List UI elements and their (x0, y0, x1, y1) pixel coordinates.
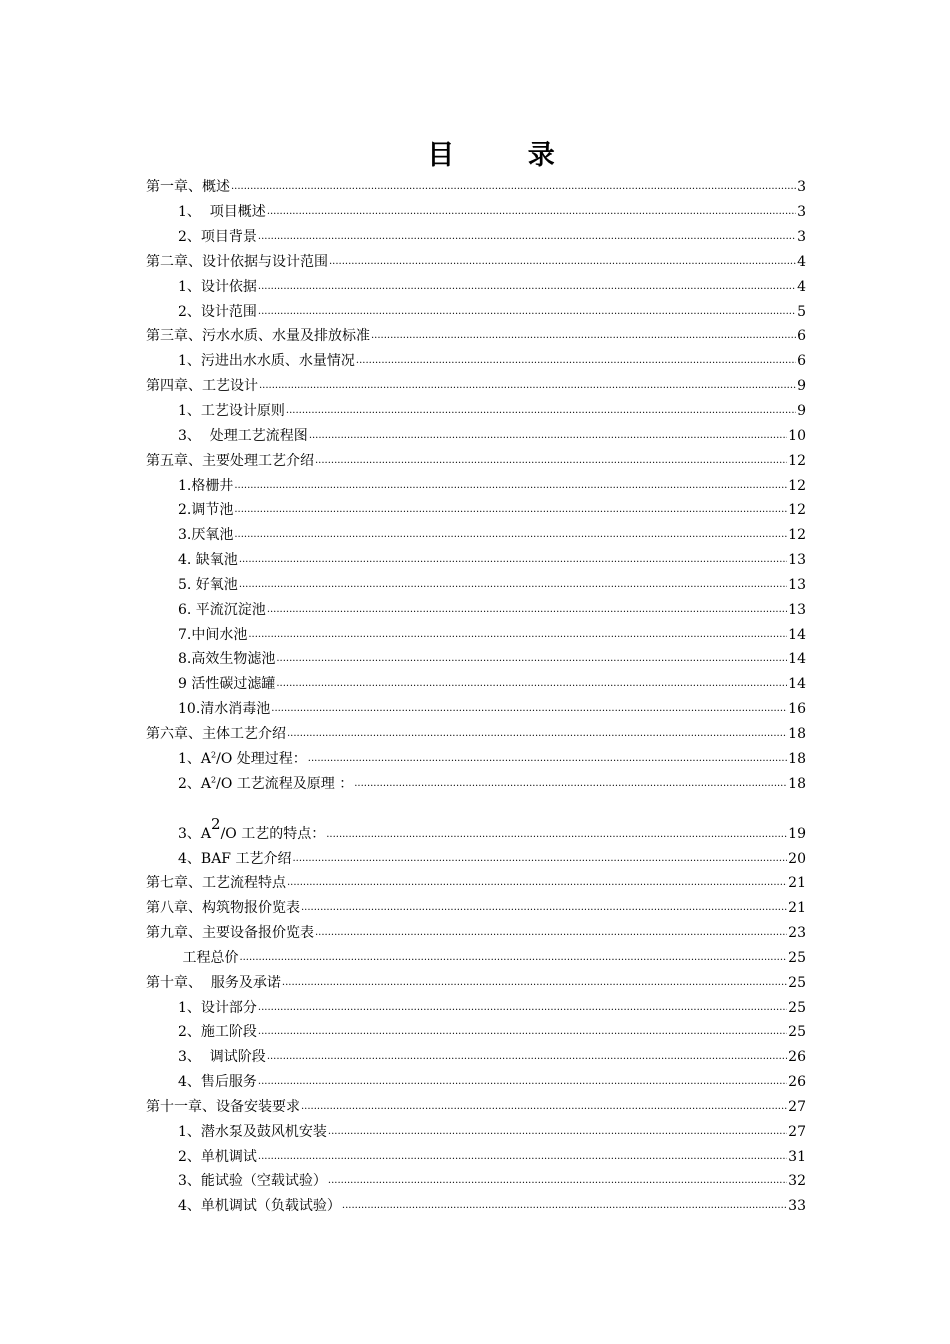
toc-section-entry[interactable] (146, 548, 806, 573)
dot-leader (276, 654, 787, 664)
dot-leader (258, 1027, 787, 1037)
toc-entry-label: 3.厌氧池 (178, 527, 234, 544)
toc-section-entry[interactable] (146, 573, 806, 598)
dot-leader (354, 779, 787, 789)
toc-section-entry[interactable] (146, 945, 806, 970)
dot-leader (342, 1201, 787, 1211)
dot-leader (287, 729, 787, 739)
toc-section-entry[interactable] (146, 1144, 806, 1169)
superscript: 2 (211, 815, 221, 834)
toc-chapter-entry[interactable] (146, 1095, 806, 1120)
dot-leader (258, 1003, 787, 1013)
toc-section-entry[interactable] (146, 200, 806, 225)
toc-entry-label-suffix: /O 工艺流程及原理 ： (216, 775, 354, 792)
toc-entry-label: 第六章、主体工艺介绍 (146, 725, 286, 742)
toc-section-entry[interactable] (146, 498, 806, 523)
toc-entry-label: 2、单机调试 (178, 1148, 257, 1165)
toc-entry-label: 第七章、工艺流程特点 (146, 875, 286, 892)
toc-page-number: 12 (788, 527, 806, 544)
toc-chapter-entry[interactable] (146, 175, 806, 200)
toc-section-entry[interactable] (146, 1020, 806, 1045)
toc-entry-label: 6. 平流沉淀池 (178, 601, 266, 618)
dot-leader (276, 679, 787, 689)
toc-chapter-entry[interactable] (146, 448, 806, 473)
toc-entry-label: 第三章、污水水质、水量及排放标准 (146, 328, 370, 345)
toc-entry-label: 2.调节池 (178, 502, 234, 519)
dot-leader (267, 1052, 787, 1062)
toc-page-number: 13 (788, 576, 806, 593)
superscript: 2 (211, 775, 217, 785)
toc-section-entry[interactable] (146, 647, 806, 672)
toc-entry-label (178, 777, 353, 791)
toc-page-number: 3 (797, 229, 806, 246)
toc-page-number: 23 (788, 925, 806, 942)
toc-page-number: 3 (797, 179, 806, 196)
toc-page-number: 27 (788, 1123, 806, 1140)
toc-page-number: 25 (788, 949, 806, 966)
dot-leader (267, 605, 787, 615)
toc-entry-label: 第九章、主要设备报价览表 (146, 925, 314, 942)
toc-section-entry[interactable] (146, 523, 806, 548)
dot-leader (286, 406, 796, 416)
toc-page-number: 4 (797, 253, 806, 270)
toc-section-entry[interactable] (146, 1045, 806, 1070)
toc-page-number: 33 (788, 1198, 806, 1215)
toc-section-entry[interactable] (146, 771, 806, 796)
toc-page-number: 4 (797, 278, 806, 295)
toc-page-number: 3 (797, 204, 806, 221)
dot-leader (259, 381, 796, 391)
toc-section-entry[interactable] (146, 1119, 806, 1144)
dot-leader (258, 282, 796, 292)
toc-entry-label: 第十一章、设备安装要求 (146, 1098, 300, 1115)
toc-section-entry[interactable] (146, 622, 806, 647)
toc-entry-label (178, 752, 307, 766)
toc-section-entry[interactable] (146, 995, 806, 1020)
toc-page-number: 12 (788, 502, 806, 519)
toc-section-entry[interactable] (146, 796, 806, 846)
dot-leader (329, 257, 796, 267)
dot-leader (326, 830, 787, 840)
toc-entry-label: 2、项目背景 (178, 229, 257, 246)
toc-chapter-entry[interactable] (146, 921, 806, 946)
toc-section-entry[interactable] (146, 473, 806, 498)
dot-leader (231, 182, 796, 192)
toc-chapter-entry[interactable] (146, 871, 806, 896)
dot-leader (258, 1152, 787, 1162)
toc-section-entry[interactable] (146, 1169, 806, 1194)
dot-leader (239, 555, 787, 565)
toc-page-number: 12 (788, 452, 806, 469)
toc-entry-label: 3、 调试阶段 (178, 1049, 266, 1066)
dot-leader (239, 580, 787, 590)
toc-entry-label: 5. 好氧池 (178, 576, 238, 593)
toc-entry-label: 3、 处理工艺流程图 (178, 427, 308, 444)
toc-page-number: 27 (788, 1098, 806, 1115)
toc-entry-label: 第一章、概述 (146, 179, 230, 196)
toc-page-number: 16 (788, 701, 806, 718)
toc-entry-label: 1、污进出水水质、水量情况 (178, 353, 355, 370)
toc-page-number: 18 (788, 725, 806, 742)
toc-page-number: 6 (797, 353, 806, 370)
toc-page-number: 13 (788, 601, 806, 618)
toc-entry-label: 1、工艺设计原则 (178, 403, 285, 420)
toc-entry-label: 4. 缺氧池 (178, 552, 238, 569)
dot-leader (309, 431, 787, 441)
toc-entry-label: 第八章、构筑物报价览表 (146, 900, 300, 917)
toc-section-entry[interactable] (146, 746, 806, 771)
toc-entry-label-prefix: 3、A (178, 826, 212, 843)
toc-entry-label (178, 815, 326, 843)
toc-page-number: 19 (788, 826, 806, 843)
dot-leader (258, 1077, 787, 1087)
toc-page-number: 18 (788, 750, 806, 767)
dot-leader (308, 754, 787, 764)
toc-title: 目 录 (427, 140, 587, 171)
toc-entry-label-suffix: /O 处理过程： (216, 750, 307, 767)
dot-leader (315, 456, 787, 466)
toc-section-entry[interactable] (146, 672, 806, 697)
toc-entry-label: 1、设计部分 (178, 999, 257, 1016)
toc-entry-label: 1.格栅井 (178, 477, 234, 494)
toc-entry-label: 第二章、设计依据与设计范围 (146, 253, 328, 270)
dot-leader (282, 978, 787, 988)
toc-page-number: 12 (788, 477, 806, 494)
superscript: 2 (211, 750, 217, 760)
toc-page-number: 6 (797, 328, 806, 345)
toc-entry-label: 4、BAF 工艺介绍 (178, 850, 292, 867)
toc-entry-label: 第五章、主要处理工艺介绍 (146, 452, 314, 469)
toc-entry-label: 第四章、工艺设计 (146, 378, 258, 395)
toc-section-entry[interactable] (146, 1070, 806, 1095)
toc-entry-label: 1、 项目概述 (178, 204, 266, 221)
toc-page-number: 32 (788, 1173, 806, 1190)
toc-entry-label: 2、设计范围 (178, 303, 257, 320)
toc-chapter-entry[interactable] (146, 374, 806, 399)
dot-leader (267, 207, 796, 217)
dot-leader (258, 232, 796, 242)
toc-page-number: 31 (788, 1148, 806, 1165)
toc-page-number: 21 (788, 875, 806, 892)
toc-section-entry[interactable] (146, 274, 806, 299)
dot-leader (301, 903, 787, 913)
dot-leader (271, 704, 787, 714)
toc-chapter-entry[interactable] (146, 324, 806, 349)
dot-leader (356, 356, 796, 366)
dot-leader (371, 331, 796, 341)
toc-section-entry[interactable] (146, 1194, 806, 1219)
toc-entry-label: 7.中间水池 (178, 626, 248, 643)
toc-page-number: 10 (788, 427, 806, 444)
toc-section-entry[interactable] (146, 299, 806, 324)
toc-page-number: 21 (788, 900, 806, 917)
toc-section-entry[interactable] (146, 846, 806, 871)
toc-page-number: 5 (797, 303, 806, 320)
dot-leader (258, 307, 796, 317)
toc-page-number: 20 (788, 850, 806, 867)
toc-entry-label: 1、潜水泵及鼓风机安装 (178, 1123, 327, 1140)
dot-leader (234, 505, 787, 515)
toc-entry-label: 8.高效生物滤池 (178, 651, 276, 668)
toc-entry-label: 3、能试验（空载试验） (178, 1173, 327, 1190)
toc-chapter-entry[interactable] (146, 896, 806, 921)
toc-page-number: 25 (788, 1024, 806, 1041)
dot-leader (328, 1176, 787, 1186)
dot-leader (234, 481, 787, 491)
toc-chapter-entry[interactable] (146, 250, 806, 275)
dot-leader (328, 1127, 787, 1137)
toc-entry-label: 第十章、 服务及承诺 (146, 974, 281, 991)
toc-page-number: 14 (788, 626, 806, 643)
toc-entry-label: 4、单机调试（负载试验） (178, 1198, 341, 1215)
toc-section-entry[interactable] (146, 423, 806, 448)
toc-page-number: 13 (788, 552, 806, 569)
dot-leader (248, 630, 787, 640)
dot-leader (234, 530, 787, 540)
toc-entry-label: 10.清水消毒池 (178, 701, 271, 718)
toc-section-entry[interactable] (146, 597, 806, 622)
toc-section-entry[interactable] (146, 697, 806, 722)
toc-entry-label-prefix: 1、A (178, 750, 212, 767)
toc-entry-label: 9 活性碳过滤罐 (178, 676, 276, 693)
toc-page-number: 26 (788, 1049, 806, 1066)
toc-section-entry[interactable] (146, 399, 806, 424)
toc-entry-label: 2、施工阶段 (178, 1024, 257, 1041)
toc-entry-label: 1、设计依据 (178, 278, 257, 295)
toc-page-number: 18 (788, 775, 806, 792)
toc-page-number: 9 (797, 403, 806, 420)
toc-page-number: 14 (788, 651, 806, 668)
toc-page-number: 25 (788, 974, 806, 991)
dot-leader (287, 878, 787, 888)
toc-entry-label: 工程总价 (178, 949, 239, 966)
dot-leader (301, 1102, 787, 1112)
dot-leader (239, 953, 787, 963)
toc-section-entry[interactable] (146, 225, 806, 250)
toc-entry-label-prefix: 2、A (178, 775, 212, 792)
toc-chapter-entry[interactable] (146, 722, 806, 747)
toc-page-number: 9 (797, 378, 806, 395)
dot-leader (315, 928, 787, 938)
dot-leader (292, 854, 787, 864)
toc-page-number: 26 (788, 1074, 806, 1091)
toc-entry-label-suffix: /O 工艺的特点： (220, 826, 326, 843)
toc-page-number: 25 (788, 999, 806, 1016)
table-of-contents (146, 175, 806, 1219)
toc-page-number: 14 (788, 676, 806, 693)
toc-chapter-entry[interactable] (146, 970, 806, 995)
toc-section-entry[interactable] (146, 349, 806, 374)
toc-entry-label: 4、售后服务 (178, 1074, 257, 1091)
